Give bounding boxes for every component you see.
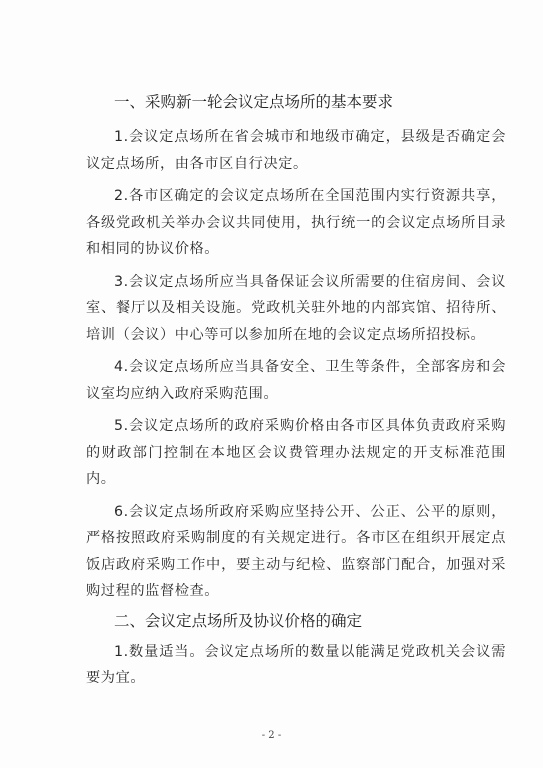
section1-item-2: 2.各市区确定的会议定点场所在全国范围内实行资源共享，各级党政机关举办会议共同使用，执行统一的会议定点场所目录和相同的协议价格。 xyxy=(86,188,506,257)
section-heading-2: 二、会议定点场所及协议价格的确定 xyxy=(114,611,363,630)
section1-item-3: 3.会议定点场所应当具备保证会议所需要的住宿房间、会议室、餐厅以及相关设施。党政机关驻外地的内部宾馆、招待所、培训（会议）中心等可以参加所在地的会议定点场所招投标。 xyxy=(86,273,506,343)
section-heading-1: 一、采购新一轮会议定点场所的基本要求 xyxy=(114,93,394,111)
document-body xyxy=(86,88,506,698)
section1-item-1: 1.会议定点场所在省会城市和地级市确定，县级是否确定会议定点场所，由各市区自行决定。 xyxy=(86,129,506,172)
section2-item-1: 1.数量适当。会议定点场所的数量以能满足党政机关会议需要为宜。 xyxy=(86,643,506,686)
section1-item-4: 4.会议定点场所应当具备安全、卫生等条件，全部客房和会议室均应纳入政府采购范围。 xyxy=(86,359,506,402)
section1-item-6: 6.会议定点场所政府采购应坚持公开、公正、公平的原则，严格按照政府采购制度的有关规定进行。各市区在组织开展定点饭店政府采购工作中，要主动与纪检、监察部门配合，加强对采购过程的监督检查。 xyxy=(86,503,506,599)
page-number: - 2 - xyxy=(261,730,282,741)
section1-item-5: 5.会议定点场所的政府采购价格由各市区具体负责政府采购的财政部门控制在本地区会议费管理办法规定的开支标准范围内。 xyxy=(86,418,506,487)
